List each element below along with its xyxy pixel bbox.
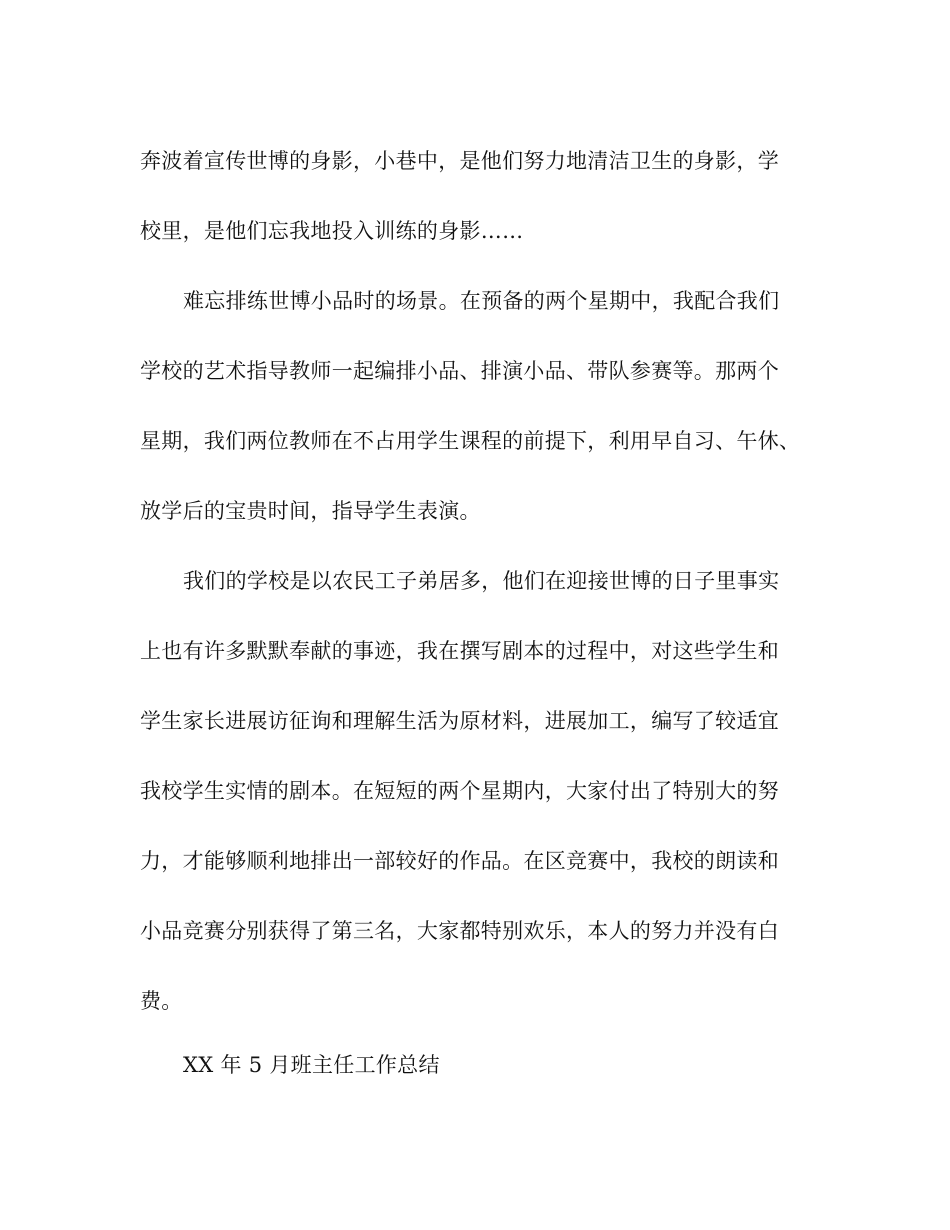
text-line: 放学后的宝贵时间，指导学生表演。 bbox=[140, 499, 481, 523]
text-line: 星期，我们两位教师在不占用学生课程的前提下，利用早自习、午休、 bbox=[140, 429, 801, 453]
text-line: 小品竞赛分别获得了第三名，大家都特别欢乐，本人的努力并没有白 bbox=[140, 919, 779, 943]
paragraph-start-line: 我们的学校是以农民工子弟居多，他们在迎接世博的日子里事实 bbox=[183, 569, 780, 593]
text-line: 力，才能够顺利地排出一部较好的作品。在区竞赛中，我校的朗读和 bbox=[140, 849, 779, 873]
text-line: 费。 bbox=[140, 989, 183, 1013]
text-line: 校里，是他们忘我地投入训练的身影…… bbox=[140, 219, 524, 243]
text-line: 我校学生实情的剧本。在短短的两个星期内，大家付出了特别大的努 bbox=[140, 779, 779, 803]
text-line: 学校的艺术指导教师一起编排小品、排演小品、带队参赛等。那两个 bbox=[140, 359, 779, 383]
text-line: 奔波着宣传世博的身影，小巷中，是他们努力地清洁卫生的身影，学 bbox=[140, 149, 779, 173]
paragraph-start-line: 难忘排练世博小品时的场景。在预备的两个星期中，我配合我们 bbox=[183, 289, 780, 313]
section-heading: XX 年 5 月班主任工作总结 bbox=[183, 1053, 440, 1077]
text-line: 学生家长进展访征询和理解生活为原材料，进展加工，编写了较适宜 bbox=[140, 709, 779, 733]
text-line: 上也有许多默默奉献的事迹，我在撰写剧本的过程中，对这些学生和 bbox=[140, 639, 779, 663]
